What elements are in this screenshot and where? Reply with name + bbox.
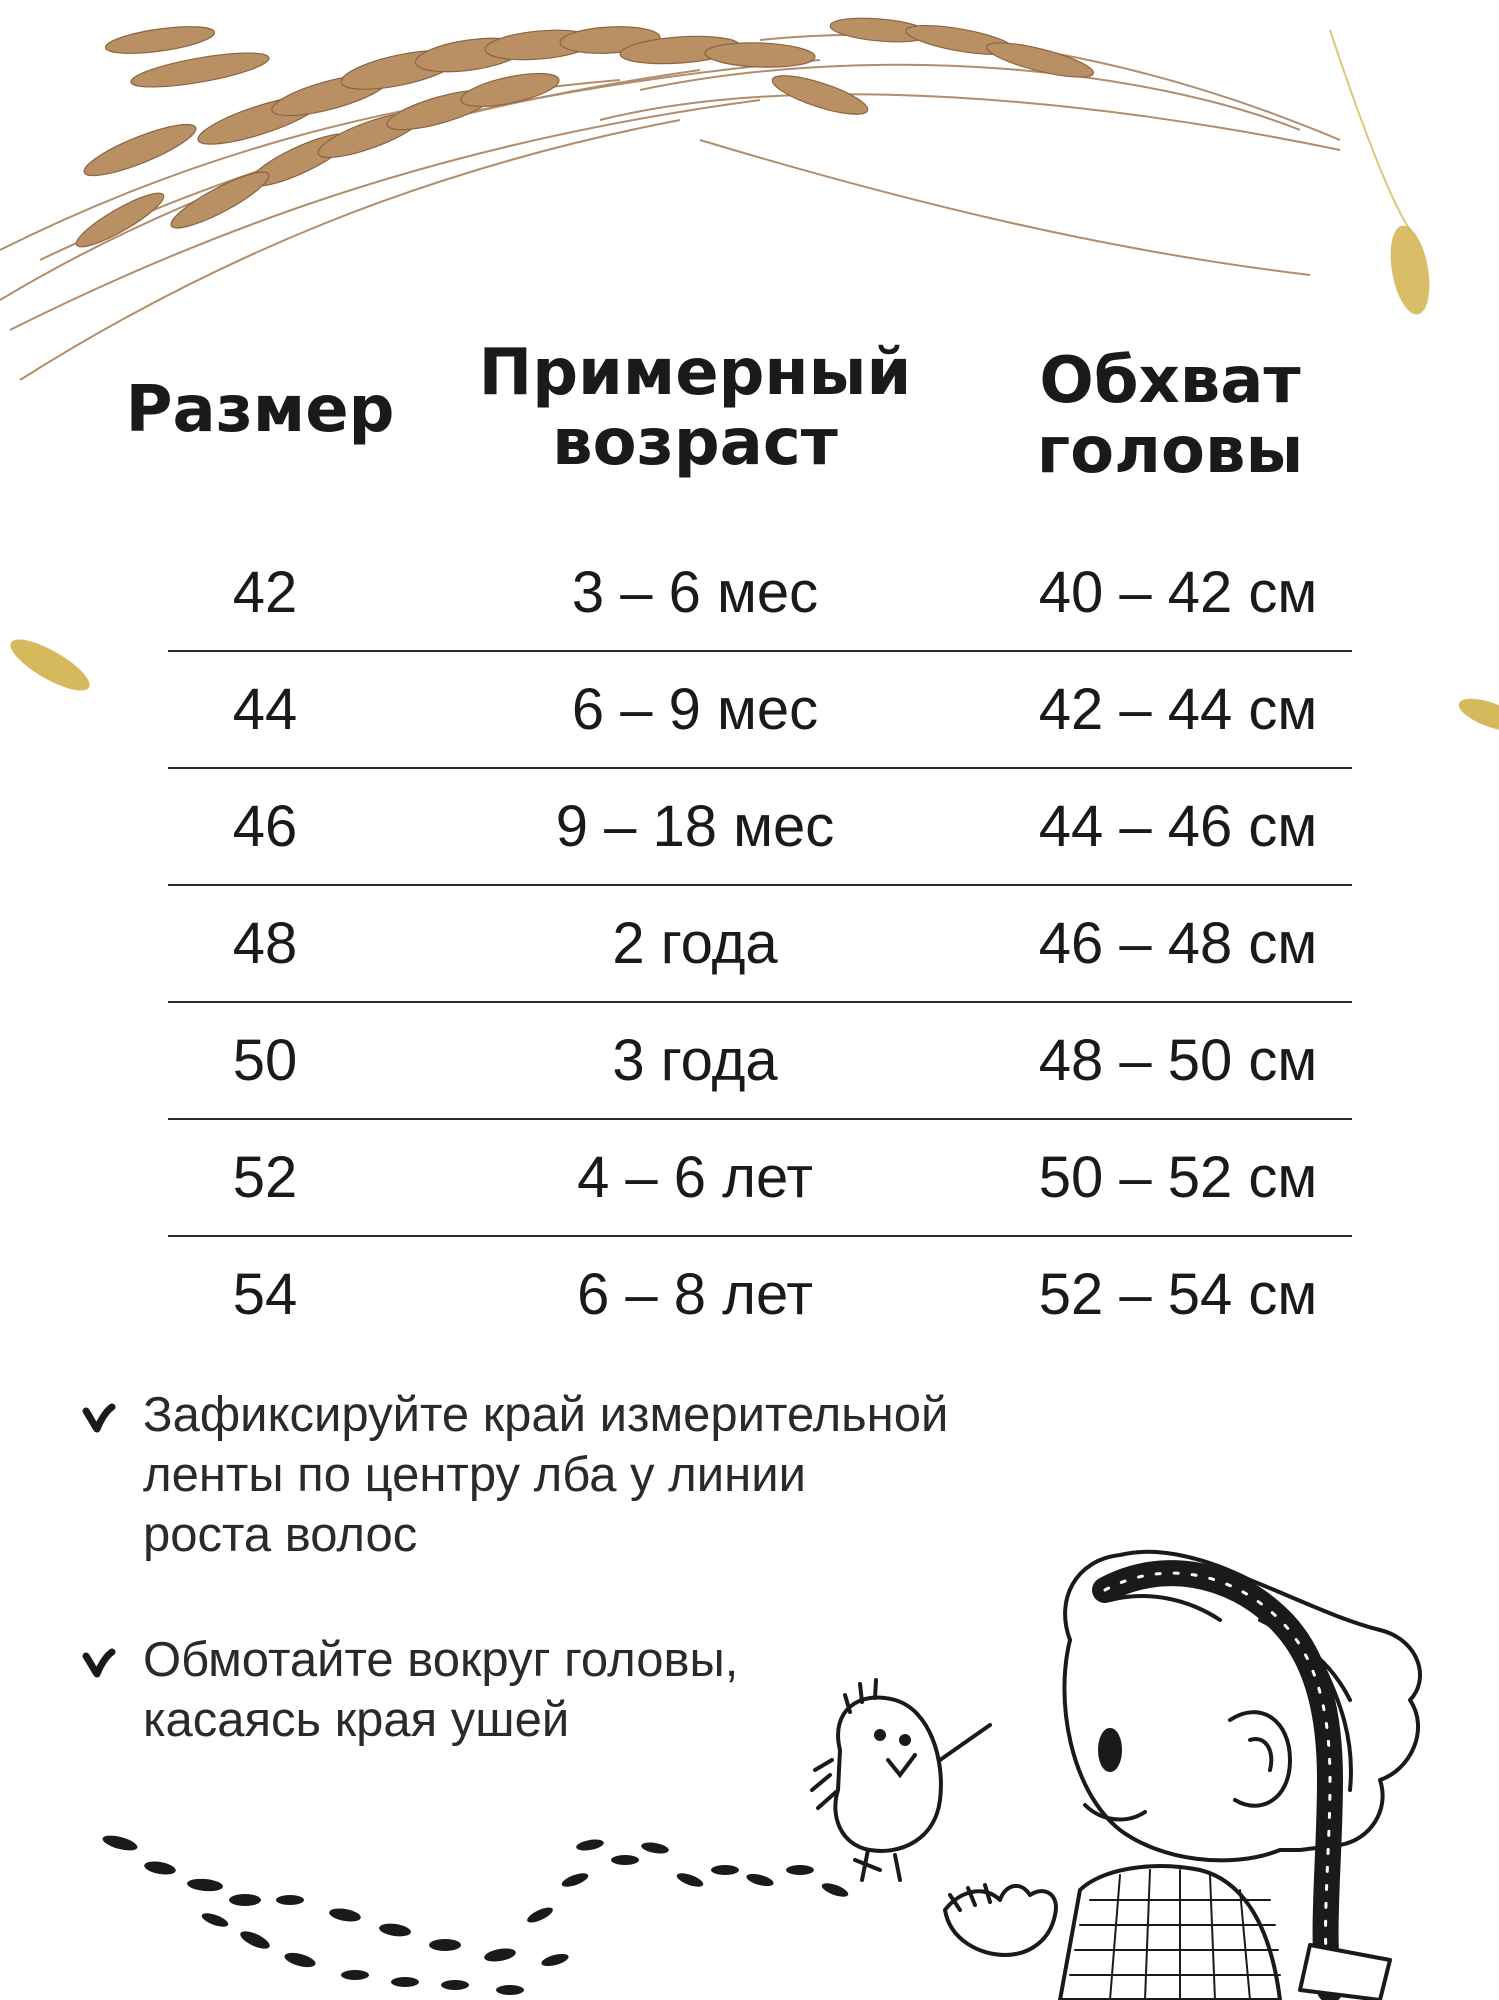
size-cell: 44 <box>232 677 298 742</box>
size-cell: 50 <box>232 1028 298 1093</box>
table-row <box>168 535 1352 652</box>
table-row <box>168 769 1352 886</box>
instruction-note-1: Зафиксируйте край измерительной ленты по центру лба у линии роста волос <box>143 1388 949 1562</box>
age-cell: 6 – 8 лет <box>577 1262 813 1327</box>
head-cell: 42 – 44 см <box>1038 677 1318 742</box>
grain-left-icon <box>0 620 100 710</box>
check-bullet-icon <box>82 1403 116 1433</box>
table-row <box>168 1120 1352 1237</box>
footprints-trail-icon <box>101 1833 850 1995</box>
grain-right-icon <box>1455 685 1499 745</box>
header-size: Размер <box>125 373 395 447</box>
table-row <box>168 1003 1352 1120</box>
head-cell: 40 – 42 см <box>1038 560 1318 625</box>
size-cell: 42 <box>232 560 298 625</box>
age-cell: 6 – 9 мес <box>571 677 819 742</box>
age-cell: 2 года <box>612 911 778 976</box>
table-row <box>168 886 1352 1003</box>
size-cell: 54 <box>232 1262 298 1327</box>
head-cell: 44 – 46 см <box>1038 794 1318 859</box>
head-cell: 48 – 50 см <box>1038 1028 1318 1093</box>
head-cell: 52 – 54 см <box>1038 1262 1318 1327</box>
header-age: Примерный возраст <box>478 336 912 480</box>
header-head-circumference: Обхват головы <box>1036 344 1304 488</box>
size-cell: 52 <box>232 1145 298 1210</box>
table-row <box>168 652 1352 769</box>
age-cell: 3 года <box>612 1028 778 1093</box>
instruction-note-2: Обмотайте вокруг головы, касаясь края ушей <box>143 1633 739 1747</box>
size-table <box>168 535 1352 1352</box>
age-cell: 9 – 18 мес <box>555 794 835 859</box>
age-cell: 4 – 6 лет <box>577 1145 813 1210</box>
size-cell: 48 <box>232 911 298 976</box>
check-bullet-icon <box>82 1648 116 1678</box>
head-cell: 50 – 52 см <box>1038 1145 1318 1210</box>
size-cell: 46 <box>232 794 298 859</box>
child-figure-icon <box>945 1552 1420 2000</box>
head-cell: 46 – 48 см <box>1038 911 1318 976</box>
table-row <box>168 1237 1352 1352</box>
age-cell: 3 – 6 мес <box>571 560 819 625</box>
